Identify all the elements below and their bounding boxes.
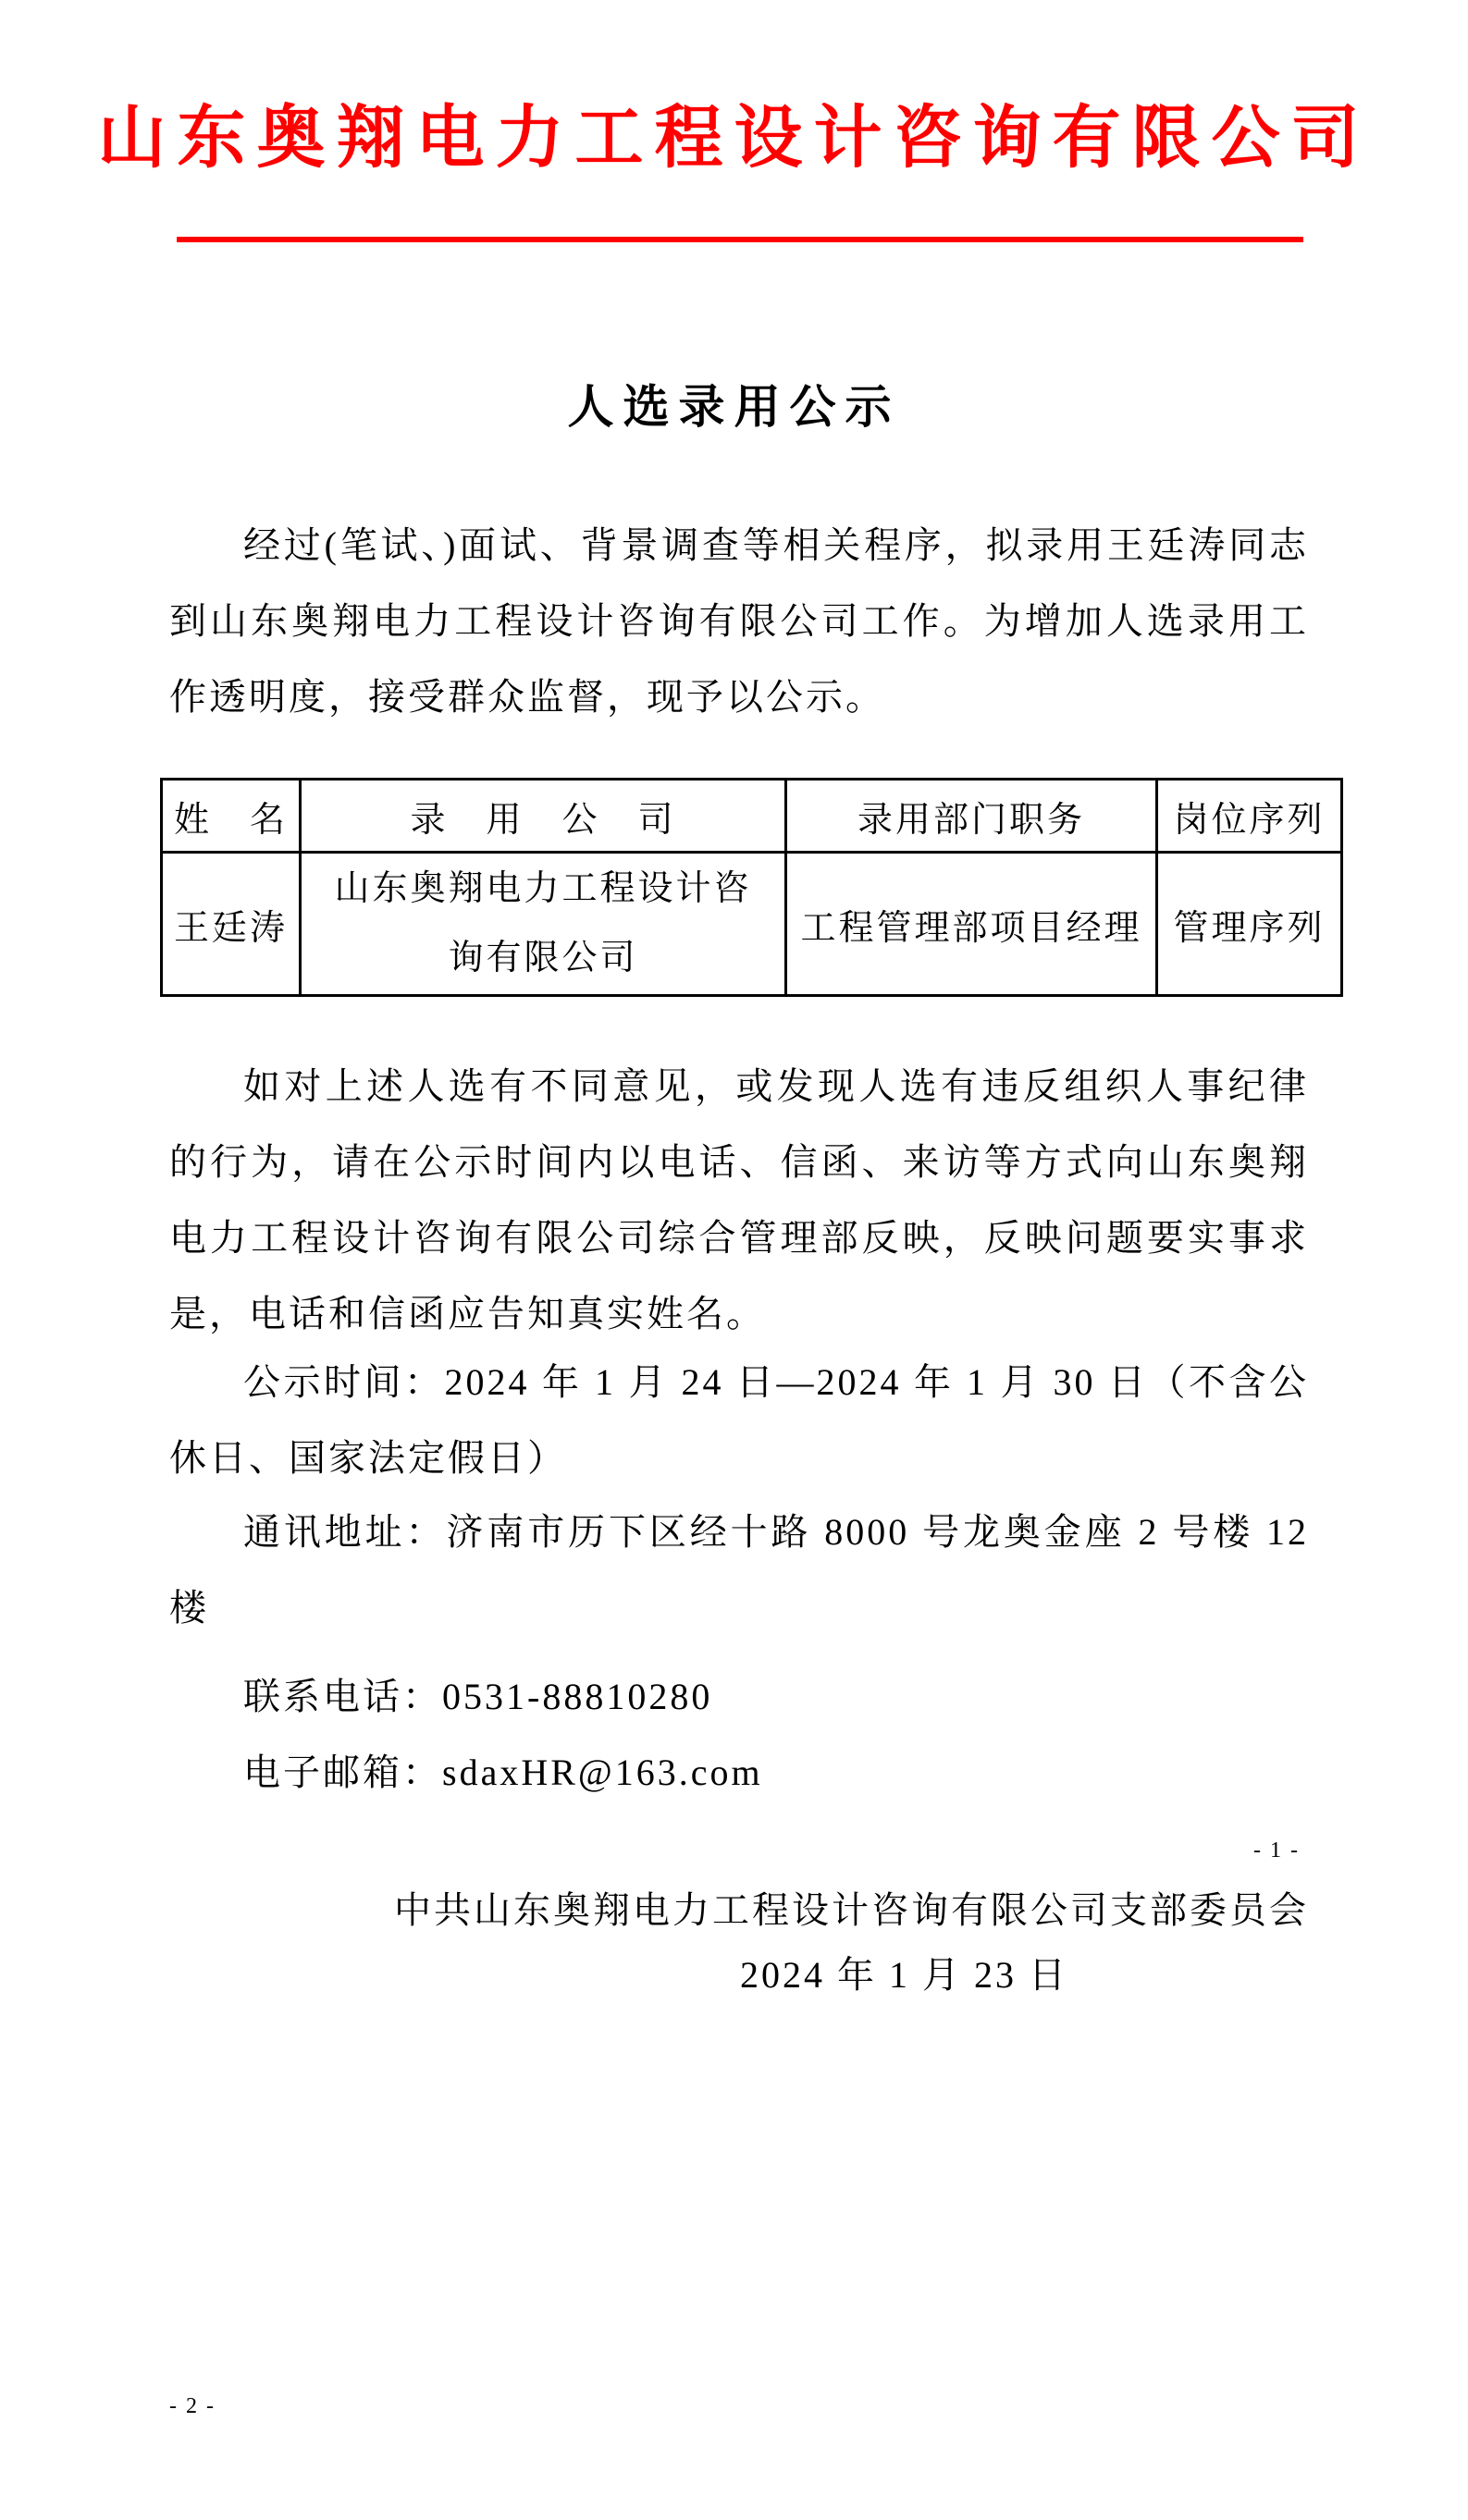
- hire-table: [160, 778, 1343, 997]
- signature-date: 2024 年 1 月 23 日: [740, 1954, 1068, 1996]
- paragraph-phone: 联系电话：0531-88810280: [243, 1676, 713, 1717]
- table-cell-name: 王廷涛: [162, 853, 301, 996]
- page-number-2: - 2 -: [169, 2394, 216, 2418]
- document-title: 人选录用公示: [567, 381, 901, 433]
- paragraph-publicity-period: 公示时间：2024 年 1 月 24 日—2024 年 1 月 30 日（不含公休日、国家法定假日）: [169, 1361, 1309, 1479]
- page-number-1: - 1 -: [1253, 1838, 1300, 1862]
- paragraph-objection: 如对上述人选有不同意见，或发现人选有违反组织人事纪律的行为，请在公示时间内以电话、信函、来访等方式向山东奥翔电力工程设计咨询有限公司综合管理部反映，反映问题要实事求是，电话和信函应告知真实姓名。: [169, 1065, 1309, 1334]
- letterhead-company-name: 山东奥翔电力工程设计咨询有限公司: [97, 101, 1371, 177]
- table-header-company: 录 用 公 司: [301, 780, 786, 853]
- table-cell-department-position: 工程管理部项目经理: [786, 853, 1157, 996]
- table-cell-post-series: 管理序列: [1157, 853, 1342, 996]
- paragraph-address: 通讯地址：济南市历下区经十路 8000 号龙奥金座 2 号楼 12 楼: [169, 1511, 1309, 1629]
- letterhead-rule: [177, 237, 1303, 242]
- table-header-post-series: 岗位序列: [1157, 780, 1342, 853]
- paragraph-intro: 经过(笔试、)面试、背景调查等相关程序，拟录用王廷涛同志到山东奥翔电力工程设计咨询有限公司工作。为增加人选录用工作透明度，接受群众监督，现予以公示。: [169, 524, 1309, 718]
- paragraph-email: 电子邮箱：sdaxHR@163.com: [243, 1752, 763, 1793]
- table-header-department-position: 录用部门职务: [786, 780, 1157, 853]
- table-header-row: [162, 780, 1342, 853]
- table-cell-company: 山东奥翔电力工程设计咨询有限公司: [301, 853, 786, 996]
- signature-organization: 中共山东奥翔电力工程设计咨询有限公司支部委员会: [394, 1889, 1309, 1931]
- table-row: [162, 853, 1342, 996]
- table-header-name: 姓 名: [162, 780, 301, 853]
